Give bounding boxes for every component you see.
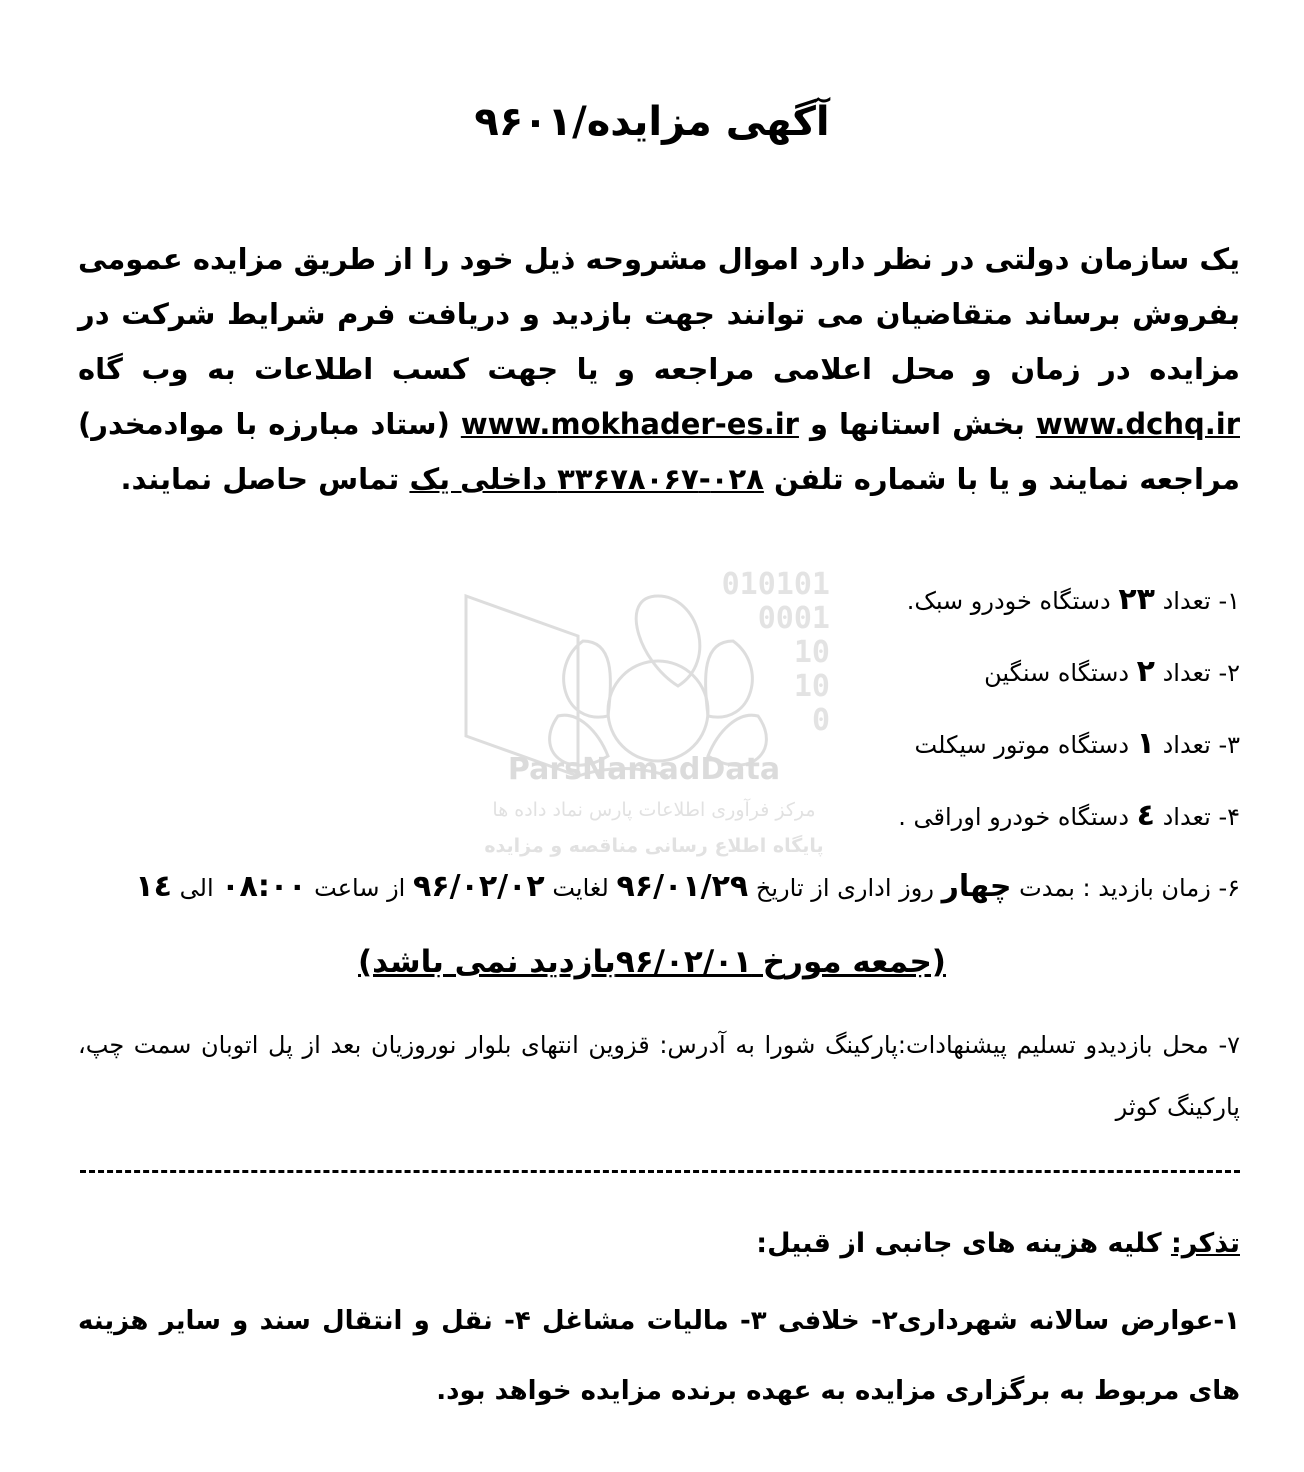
intro-paragraph — [78, 232, 1240, 507]
item-count: ۲۳ — [1118, 582, 1155, 617]
intro-text-2: بخش استانها و — [798, 407, 1036, 441]
watermark-line-1: مرکز فرآوری اطلاعات پارس نماد داده ها — [492, 799, 816, 821]
intro-text-3: (ستاد مبارزه با موادمخدر) مراجعه نمایند و یا با شماره تلفن — [78, 407, 1240, 496]
note-label: تذکر: — [1170, 1228, 1240, 1259]
list-item: ۲- تعداد ۲ دستگاه سنگین — [984, 654, 1240, 689]
list-item: ۳- تعداد ۱ دستگاه موتور سیکلت — [914, 726, 1240, 761]
items-list — [78, 574, 1240, 862]
note-body: ۱-عوارض سالانه شهرداری۲- خلافی ۳- مالیات مشاغل ۴- نقل و انتقال سند و سایر هزینه های مربوط به برگزاری مزایده به عهده برنده مزایده خواهد بود. — [78, 1306, 1241, 1406]
note-heading: تذکر: کلیه هزینه های جانبی از قبیل: — [756, 1228, 1240, 1259]
visit-start-time: ۰۸:۰۰ — [221, 869, 307, 904]
watermark-line-2: پایگاه اطلاع رسانی مناقصه و مزایده — [484, 835, 824, 857]
dchq-link[interactable]: www.dchq.ir — [1035, 407, 1240, 441]
dashed-divider — [80, 1170, 1240, 1173]
intro-text-1: یک سازمان دولتی در نظر دارد اموال مشروحه ذیل خود را از طریق مزایده عمومی بفروش برساند متقاضیان می توانند جهت بازدید و دریافت فرم شرایط شرکت در مزایده در زمان و محل اعلامی مراجعه و یا جهت کسب اطلاعات به وب گاه — [78, 242, 1240, 386]
intro-text-4: تماس حاصل نمایند. — [120, 462, 410, 496]
watermark-brand: ParsNamadData — [507, 752, 781, 787]
watermark-binary-3: 10 — [793, 635, 830, 670]
item-count: ۱ — [1136, 726, 1155, 761]
watermark-binary-2: 0001 — [757, 601, 830, 636]
item-count: ۲ — [1136, 654, 1155, 689]
list-item: ۱- تعداد ۲۳ دستگاه خودرو سبک. — [906, 582, 1240, 617]
watermark-binary-4: 10 — [793, 669, 830, 704]
page-title: آگهی مزایده/۹۶۰۱ — [474, 99, 830, 145]
visit-from-date: ۹۶/۰۱/۲۹ — [616, 869, 749, 904]
phone-number: ۰۲۸-۳۳۶۷۸۰۶۷ داخلی یک — [409, 462, 764, 496]
visit-days: چهار — [941, 869, 1012, 904]
visit-end-time: ١٤ — [135, 869, 172, 904]
watermark-binary-5: 0 — [811, 703, 830, 738]
visit-to-date: ۹۶/۰۲/۰۲ — [412, 869, 545, 904]
visit-time: ۶- زمان بازدید : بمدت چهار روز اداری از تاریخ ۹۶/۰۱/۲۹ لغایت ۹۶/۰۲/۰۲ از ساعت ۰۸:۰۰ الی ١٤ — [135, 869, 1240, 904]
watermark-binary-1: 010101 — [721, 567, 830, 602]
mokhader-link[interactable]: www.mokhader-es.ir — [460, 407, 799, 441]
visit-address: ۷- محل بازدیدو تسلیم پیشنهادات:پارکینگ شورا به آدرس: قزوین انتهای بلوار نوروزیان بعد از پل اتوبان سمت چپ، پارکینگ کوثر — [78, 1031, 1240, 1121]
item-count: ٤ — [1136, 798, 1155, 833]
list-item: ۴- تعداد ٤ دستگاه خودرو اوراقی . — [898, 798, 1240, 833]
friday-notice: (جمعه مورخ ۹۶/۰۲/۰۱بازدید نمی باشد) — [358, 944, 946, 980]
